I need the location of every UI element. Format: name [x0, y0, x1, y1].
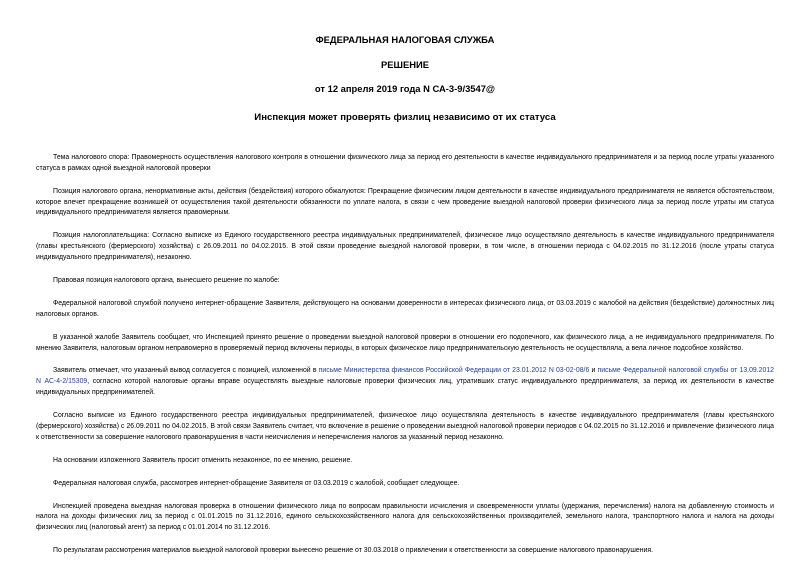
- paragraph-applicant-notes-start: Заявитель отмечает, что указанный вывод согласуется с позицией, изложенной в: [53, 367, 319, 375]
- paragraph-complaint-details: В указанной жалобе Заявитель сообщает, что Инспекцией принято решение о проведении выездной налоговой проверки в отношении его подопечного, как физического лица, а не индивидуального предпринимателя. По мнению Заявителя, налоговым органом неправомерно в проверяемый период включены периоды, в которых физическое лицо предпринимательскую деятельность не осуществляла, а вела личное подсобное хозяйство.: [36, 333, 774, 352]
- paragraph-fns-response: Федеральная налоговая служба, рассмотрев интернет-обращение Заявителя от 03.03.2019 с жалобой, сообщает следующее.: [53, 479, 460, 487]
- document-date-number: от 12 апреля 2019 года N СА-3-9/3547@: [314, 83, 496, 94]
- paragraph-applicant-notes: [36, 366, 774, 398]
- paragraph-tax-authority-position: Позиция налогового органа, ненормативные акты, действия (бездействия) которого обжалуются: Прекращение физическим лицом деятельности в качестве индивидуального предпринимателя не является обстоятельством, которое влечет прекращение возникшей от осуществления такой деятельности обязанности по уплате налога, в связи с чем проведение выездной налоговой проверки физического лица за период после утраты им статуса индивидуального предпринимателя является правомерным.: [36, 187, 774, 217]
- paragraph-complaint-received: Федеральной налоговой службой получено интернет-обращение Заявителя, действующего на основании доверенности в интересах физического лица, от 03.03.2019 с жалобой на действия (бездействие) должностных лиц налоговых органов.: [36, 299, 774, 318]
- paragraph-audit-conducted: Инспекцией проведена выездная налоговая проверка в отношении физического лица по вопросам правильности исчисления и своевременности уплаты (удержания, перечисления) налога на добавленную стоимость и налога на доходы физических лиц за период с 01.01.2015 по 31.12.2016, единого сельскохозяйственного налога для сельскохозяйственных производителей, земельного налога, транспортного налога и налога на доходы физических лиц (налоговый агент) за период с 01.01.2014 по 31.12.2016.: [36, 502, 774, 532]
- paragraph-applicant-notes-end: , согласно которой налоговые органы вправе осуществлять выездные налоговые проверки физических лиц, утративших статус индивидуального предпринимателя, за период их деятельности в качестве индивидуальных предпринимателей.: [36, 378, 774, 397]
- fns-letter-link[interactable]: письме Федеральной налоговой службы от 13.09.2012 N АС-4-2/15309: [36, 367, 774, 386]
- document-page: [36, 34, 774, 569]
- document-subtitle: Инспекция может проверять физлиц независимо от их статуса: [254, 112, 556, 123]
- minfin-letter-link[interactable]: письме Министерства финансов Российской Федерации от 23.01.2012 N 03-02-08/6: [318, 367, 590, 375]
- paragraph-audit-results: По результатам рассмотрения материалов выездной налоговой проверки вынесено решение от 30.03.2018 о привлечении к ответственности за совершение налогового правонарушения.: [53, 547, 654, 555]
- document-body: [36, 153, 774, 557]
- paragraph-registry-extract: Согласно выписке из Единого государственного реестра индивидуальных предпринимателей, физическое лицо осуществляла деятельность в качестве индивидуального предпринимателя (главы крестьянского (фермерского) хозяйства) с 26.09.2011 по 04.02.2015. В этой связи Заявитель считает, что включение в решение о проведении выездной налоговой проверки периодов с 04.02.2015 по 31.12.2016 и привлечение физического лица к ответственности за совершение налогового правонарушения в части неисчисления и неперечисления налогов за указанный период незаконно.: [36, 412, 774, 441]
- paragraph-legal-position-heading: Правовая позиция налогового органа, вынесшего решение по жалобе:: [53, 276, 280, 284]
- paragraph-applicant-notes-mid: и: [589, 367, 598, 375]
- document-type-heading: РЕШЕНИЕ: [381, 59, 429, 70]
- paragraph-taxpayer-position: Позиция налогоплательщика: Согласно выписке из Единого государственного реестра индивидуальных предпринимателей, физическое лицо осуществляло деятельность в качестве индивидуального предпринимателя (главы крестьянского (фермерского) хозяйства) с 26.09.2011 по 04.02.2015. В этой связи проведение выездной налоговой проверки, в том числе, в отношении периода с 04.02.2015 по 31.12.2016 (после утраты статуса индивидуального предпринимателя), незаконно.: [36, 232, 774, 261]
- paragraph-dispute-topic: Тема налогового спора: Правомерность осуществления налогового контроля в отношении физического лица за период его деятельности в качестве индивидуального предпринимателя и за период после утраты указанного статуса в рамках одной выездной налоговой проверки: [36, 154, 774, 172]
- agency-heading: ФЕДЕРАЛЬНАЯ НАЛОГОВАЯ СЛУЖБА: [315, 34, 495, 45]
- paragraph-applicant-request: На основании изложенного Заявитель просит отменить незаконное, по ее мнению, решение.: [53, 456, 353, 464]
